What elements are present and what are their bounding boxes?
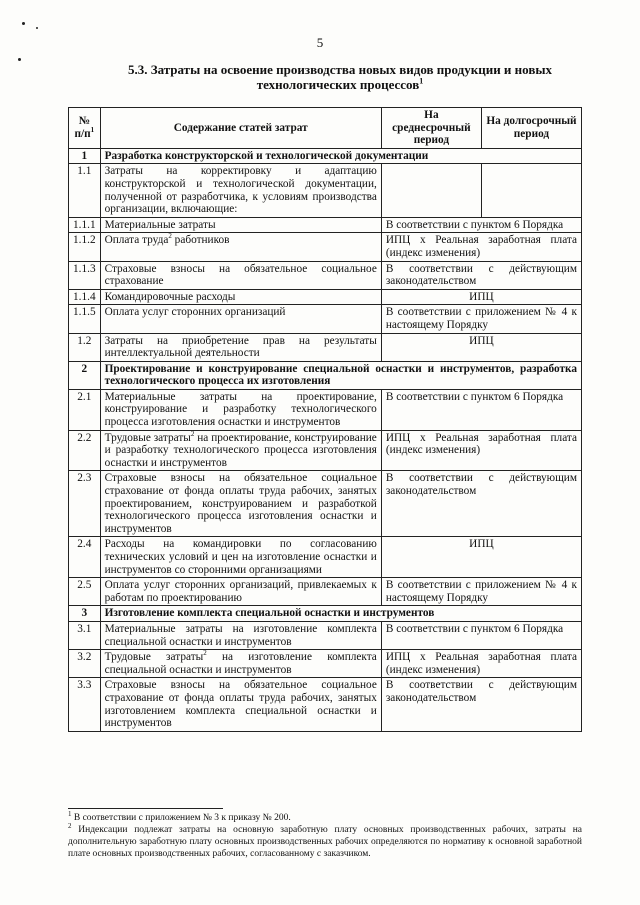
row-number: 1.1.1 [69, 217, 101, 233]
row-number: 3.1 [69, 621, 101, 649]
table-row [69, 471, 582, 537]
row-content [100, 289, 381, 305]
row-number: 1.2 [69, 333, 101, 361]
row-content [100, 389, 381, 430]
table-row [69, 430, 582, 471]
scan-speck [36, 27, 38, 29]
row-content [100, 650, 381, 678]
footnote-ref: 2 [68, 821, 72, 830]
scan-speck [18, 58, 21, 61]
calculation-method: ИПЦ х Реальная заработная плата (индекс изменения) [381, 650, 581, 678]
row-number: 1.1.5 [69, 305, 101, 333]
table-row [69, 537, 582, 578]
section-title [80, 62, 600, 92]
row-number: 2.1 [69, 389, 101, 430]
row-content-text: работников [171, 234, 230, 247]
page-number: 5 [316, 35, 324, 50]
row-number: 3.3 [69, 678, 101, 731]
footnote-ref: 1 [90, 126, 95, 135]
row-content-text: Страховые взносы на обязательное социальное страхование [104, 262, 377, 288]
row-number: 3 [69, 606, 101, 622]
row-content-text: Командировочные расходы [104, 290, 236, 303]
medium-term-cell [381, 164, 481, 217]
row-content-text: Затраты на приобретение прав на результаты интеллектуальной деятельности [104, 334, 377, 360]
row-content [100, 578, 381, 606]
calculation-method: В соответствии с приложением № 4 к настоящему Порядку [381, 305, 581, 333]
long-term-cell [481, 164, 581, 217]
header-num-text: № п/п [74, 115, 91, 140]
row-number: 3.2 [69, 650, 101, 678]
table-row [69, 305, 582, 333]
footnotes [68, 809, 582, 860]
calculation-method: ИПЦ [381, 537, 581, 578]
row-content [100, 233, 381, 261]
row-content-text: Страховые взносы на обязательное социальное страхование от фонда оплаты труда рабочих, занятых изготовлением комплекта специальной оснастки и инструментов [104, 679, 377, 730]
footnote-ref: 2 [190, 429, 195, 438]
footnote-1 [68, 809, 582, 824]
row-content-text: на проектирование, конструирование и разработку технологического процесса изготовления оснастки и инструментов [104, 431, 377, 469]
section-heading: Разработка конструкторской и технологической документации [100, 148, 581, 164]
row-number: 1 [69, 148, 101, 164]
section-heading: Проектирование и конструирование специальной оснастки и инструментов, разработка технологического процесса их изготовления [100, 361, 581, 389]
row-number: 1.1 [69, 164, 101, 217]
footnote-ref: 1 [419, 76, 424, 86]
row-number: 1.1.2 [69, 233, 101, 261]
row-content-text: Оплата труда [104, 234, 169, 247]
row-content [100, 333, 381, 361]
table-row [69, 333, 582, 361]
table-row [69, 217, 582, 233]
row-content-text: Затраты на корректировку и адаптацию конструкторской и технологической документации, полученной от разработчика, к условиям производства организации, включающие: [104, 165, 377, 216]
row-content-text: Материальные затраты [104, 218, 216, 231]
row-number: 1.1.4 [69, 289, 101, 305]
row-content-text: Расходы на командировки по согласованию технических условий и цен на изготовление оснастки и инструментов со сторонними организациями [104, 538, 377, 576]
cost-table [68, 107, 582, 732]
row-content [100, 164, 381, 217]
table-row [69, 164, 582, 217]
table-section-row [69, 148, 582, 164]
section-heading: Изготовление комплекта специальной оснастки и инструментов [100, 606, 581, 622]
table-row [69, 261, 582, 289]
row-number: 2 [69, 361, 101, 389]
row-number: 2.5 [69, 578, 101, 606]
row-content [100, 305, 381, 333]
footnote-ref: 2 [168, 232, 172, 241]
header-num [69, 108, 101, 149]
table-row [69, 389, 582, 430]
table-row [69, 678, 582, 731]
row-content-text: Трудовые затраты [104, 431, 191, 444]
calculation-method: В соответствии с пунктом 6 Порядка [381, 621, 581, 649]
row-content-text: Материальные затраты на проектирование, конструирование и разработку технологического процесса изготовления оснастки и инструментов [104, 390, 377, 429]
footnote-divider [68, 808, 223, 809]
footnote-text: В соответствии с приложением № 3 к приказу № 200. [71, 813, 291, 823]
row-content [100, 217, 381, 233]
row-number: 1.1.3 [69, 261, 101, 289]
scan-speck [22, 22, 25, 25]
row-content-text: Трудовые затраты [104, 651, 204, 664]
calculation-method: В соответствии с действующим законодательством [381, 471, 581, 537]
row-content [100, 261, 381, 289]
row-number: 2.4 [69, 537, 101, 578]
header-long-term: На долгосрочный период [481, 108, 581, 149]
calculation-method: В соответствии с действующим законодательством [381, 261, 581, 289]
table-section-row [69, 606, 582, 622]
table-row [69, 578, 582, 606]
row-content-text: Материальные затраты на изготовление комплекта специальной оснастки и инструментов [104, 622, 377, 648]
header-content: Содержание статей затрат [100, 108, 381, 149]
table-row [69, 233, 582, 261]
calculation-method: В соответствии с пунктом 6 Порядка [381, 217, 581, 233]
row-number: 2.2 [69, 430, 101, 471]
table-header-row [69, 108, 582, 149]
calculation-method: ИПЦ х Реальная заработная плата (индекс изменения) [381, 233, 581, 261]
row-content [100, 621, 381, 649]
row-content-text: Оплата услуг сторонних организаций, привлекаемых к работам по проектированию [104, 579, 377, 604]
row-content [100, 471, 381, 537]
table-row [69, 650, 582, 678]
row-content [100, 678, 381, 731]
row-content [100, 430, 381, 471]
table-row [69, 621, 582, 649]
calculation-method: В соответствии с действующим законодательством [381, 678, 581, 731]
calculation-method: В соответствии с приложением № 4 к настоящему Порядку [381, 578, 581, 606]
footnote-ref: 1 [68, 809, 72, 818]
row-content-text: Оплата услуг сторонних организаций [104, 306, 286, 319]
row-content-text: Страховые взносы на обязательное социальное страхование от фонда оплаты труда рабочих, занятых проектированием, конструированием и разработкой технологического процесса изготовления оснастки и инструментов [104, 472, 377, 535]
calculation-method: ИПЦ [381, 289, 581, 305]
footnote-text: Индексации подлежат затраты на основную заработную плату основных производственных рабочих, затраты на дополнительную заработную плату основных производственных рабочих определяются по нормативу к основной заработной плате основных производственных рабочих, согласованному с заказчиком. [68, 825, 582, 859]
table-row [69, 289, 582, 305]
table-body [69, 148, 582, 731]
row-content [100, 537, 381, 578]
calculation-method: В соответствии с пунктом 6 Порядка [381, 389, 581, 430]
header-medium-term: На среднесрочный период [381, 108, 481, 149]
row-content-text: на изготовление комплекта специальной оснастки и инструментов [104, 651, 377, 676]
section-title-text: 5.3. Затраты на освоение производства новых видов продукции и новых технологических процессов [127, 62, 553, 92]
table-section-row [69, 361, 582, 389]
footnote-ref: 2 [203, 649, 207, 658]
row-number: 2.3 [69, 471, 101, 537]
calculation-method: ИПЦ [381, 333, 581, 361]
calculation-method: ИПЦ х Реальная заработная плата (индекс изменения) [381, 430, 581, 471]
footnote-2 [68, 821, 582, 860]
